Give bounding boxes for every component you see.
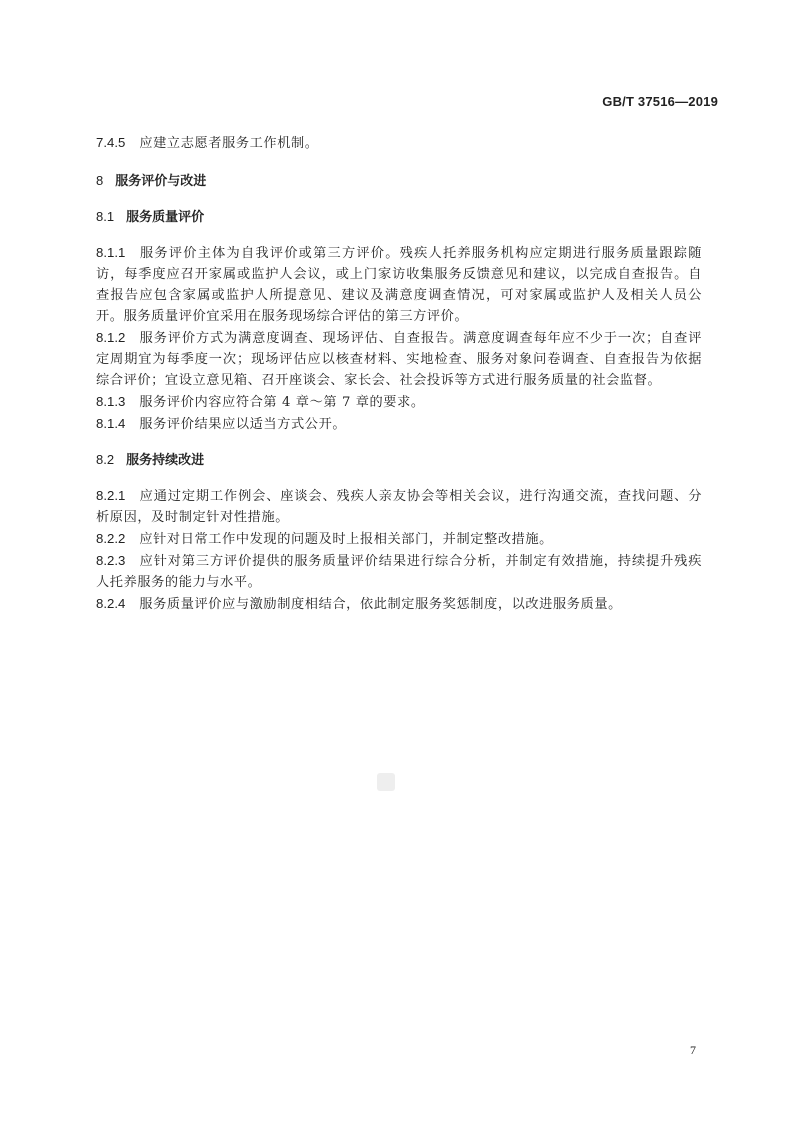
clause-8-2-3 <box>96 550 702 593</box>
clause-number: 8.2.2 <box>96 531 126 546</box>
standard-code: GB/T 37516—2019 <box>602 94 718 109</box>
clause-text: 服务评价主体为自我评价或第三方评价。残疾人托养服务机构应定期进行服务质量跟踪随访，每季度应召开家属或监护人会议，或上门家访收集服务反馈意见和建议，以完成自查报告。自查报告应包含家属或监护人所提意见、建议及满意度调查情况，可对家属或监护人及相关人员公开。服务质量评价宜采用在服务现场综合评估的第三方评价。 <box>96 246 702 324</box>
section-heading-8-1 <box>96 206 702 228</box>
clause-8-2-4 <box>96 593 702 615</box>
document-body <box>96 132 702 615</box>
clause-text: 应针对第三方评价提供的服务质量评价结果进行综合分析，并制定有效措施，持续提升残疾人托养服务的能力与水平。 <box>96 554 702 590</box>
clause-text: 服务评价方式为满意度调查、现场评估、自查报告。满意度调查每年应不少于一次；自查评定周期宜为每季度一次；现场评估应以核查材料、实地检查、服务对象问卷调查、自查报告为依据综合评价；宜设立意见箱、召开座谈会、家长会、社会投诉等方式进行服务质量的社会监督。 <box>96 331 702 388</box>
heading-title: 服务持续改进 <box>126 453 205 468</box>
heading-number: 8 <box>96 173 104 188</box>
clause-text: 应建立志愿者服务工作机制。 <box>139 136 319 151</box>
clause-8-1-2 <box>96 327 702 391</box>
clause-text: 服务评价内容应符合第 4 章～第 7 章的要求。 <box>139 395 425 410</box>
section-heading-8 <box>96 170 702 192</box>
clause-8-1-1 <box>96 242 702 327</box>
clause-number: 8.1.3 <box>96 394 126 409</box>
section-heading-8-2 <box>96 449 702 471</box>
clause-8-1-4 <box>96 413 702 435</box>
page-number: 7 <box>690 1043 696 1057</box>
clause-text: 服务质量评价应与激励制度相结合，依此制定服务奖惩制度，以改进服务质量。 <box>139 597 622 612</box>
clause-8-1-3 <box>96 391 702 413</box>
clause-number: 8.2.1 <box>96 488 126 503</box>
clause-number: 7.4.5 <box>96 135 126 150</box>
scan-mark <box>377 773 395 791</box>
heading-number: 8.2 <box>96 452 115 467</box>
clause-number: 8.2.3 <box>96 553 126 568</box>
clause-number: 8.2.4 <box>96 596 126 611</box>
clause-number: 8.1.4 <box>96 416 126 431</box>
heading-title: 服务质量评价 <box>126 210 205 225</box>
heading-number: 8.1 <box>96 209 115 224</box>
clause-7-4-5 <box>96 132 702 154</box>
clause-8-2-2 <box>96 528 702 550</box>
clause-8-2-1 <box>96 485 702 528</box>
clause-number: 8.1.1 <box>96 245 126 260</box>
clause-text: 应针对日常工作中发现的问题及时上报相关部门，并制定整改措施。 <box>139 532 553 547</box>
clause-number: 8.1.2 <box>96 330 126 345</box>
clause-text: 服务评价结果应以适当方式公开。 <box>139 417 347 432</box>
clause-text: 应通过定期工作例会、座谈会、残疾人亲友协会等相关会议，进行沟通交流，查找问题、分析原因，及时制定针对性措施。 <box>96 489 702 525</box>
heading-title: 服务评价与改进 <box>115 174 207 189</box>
